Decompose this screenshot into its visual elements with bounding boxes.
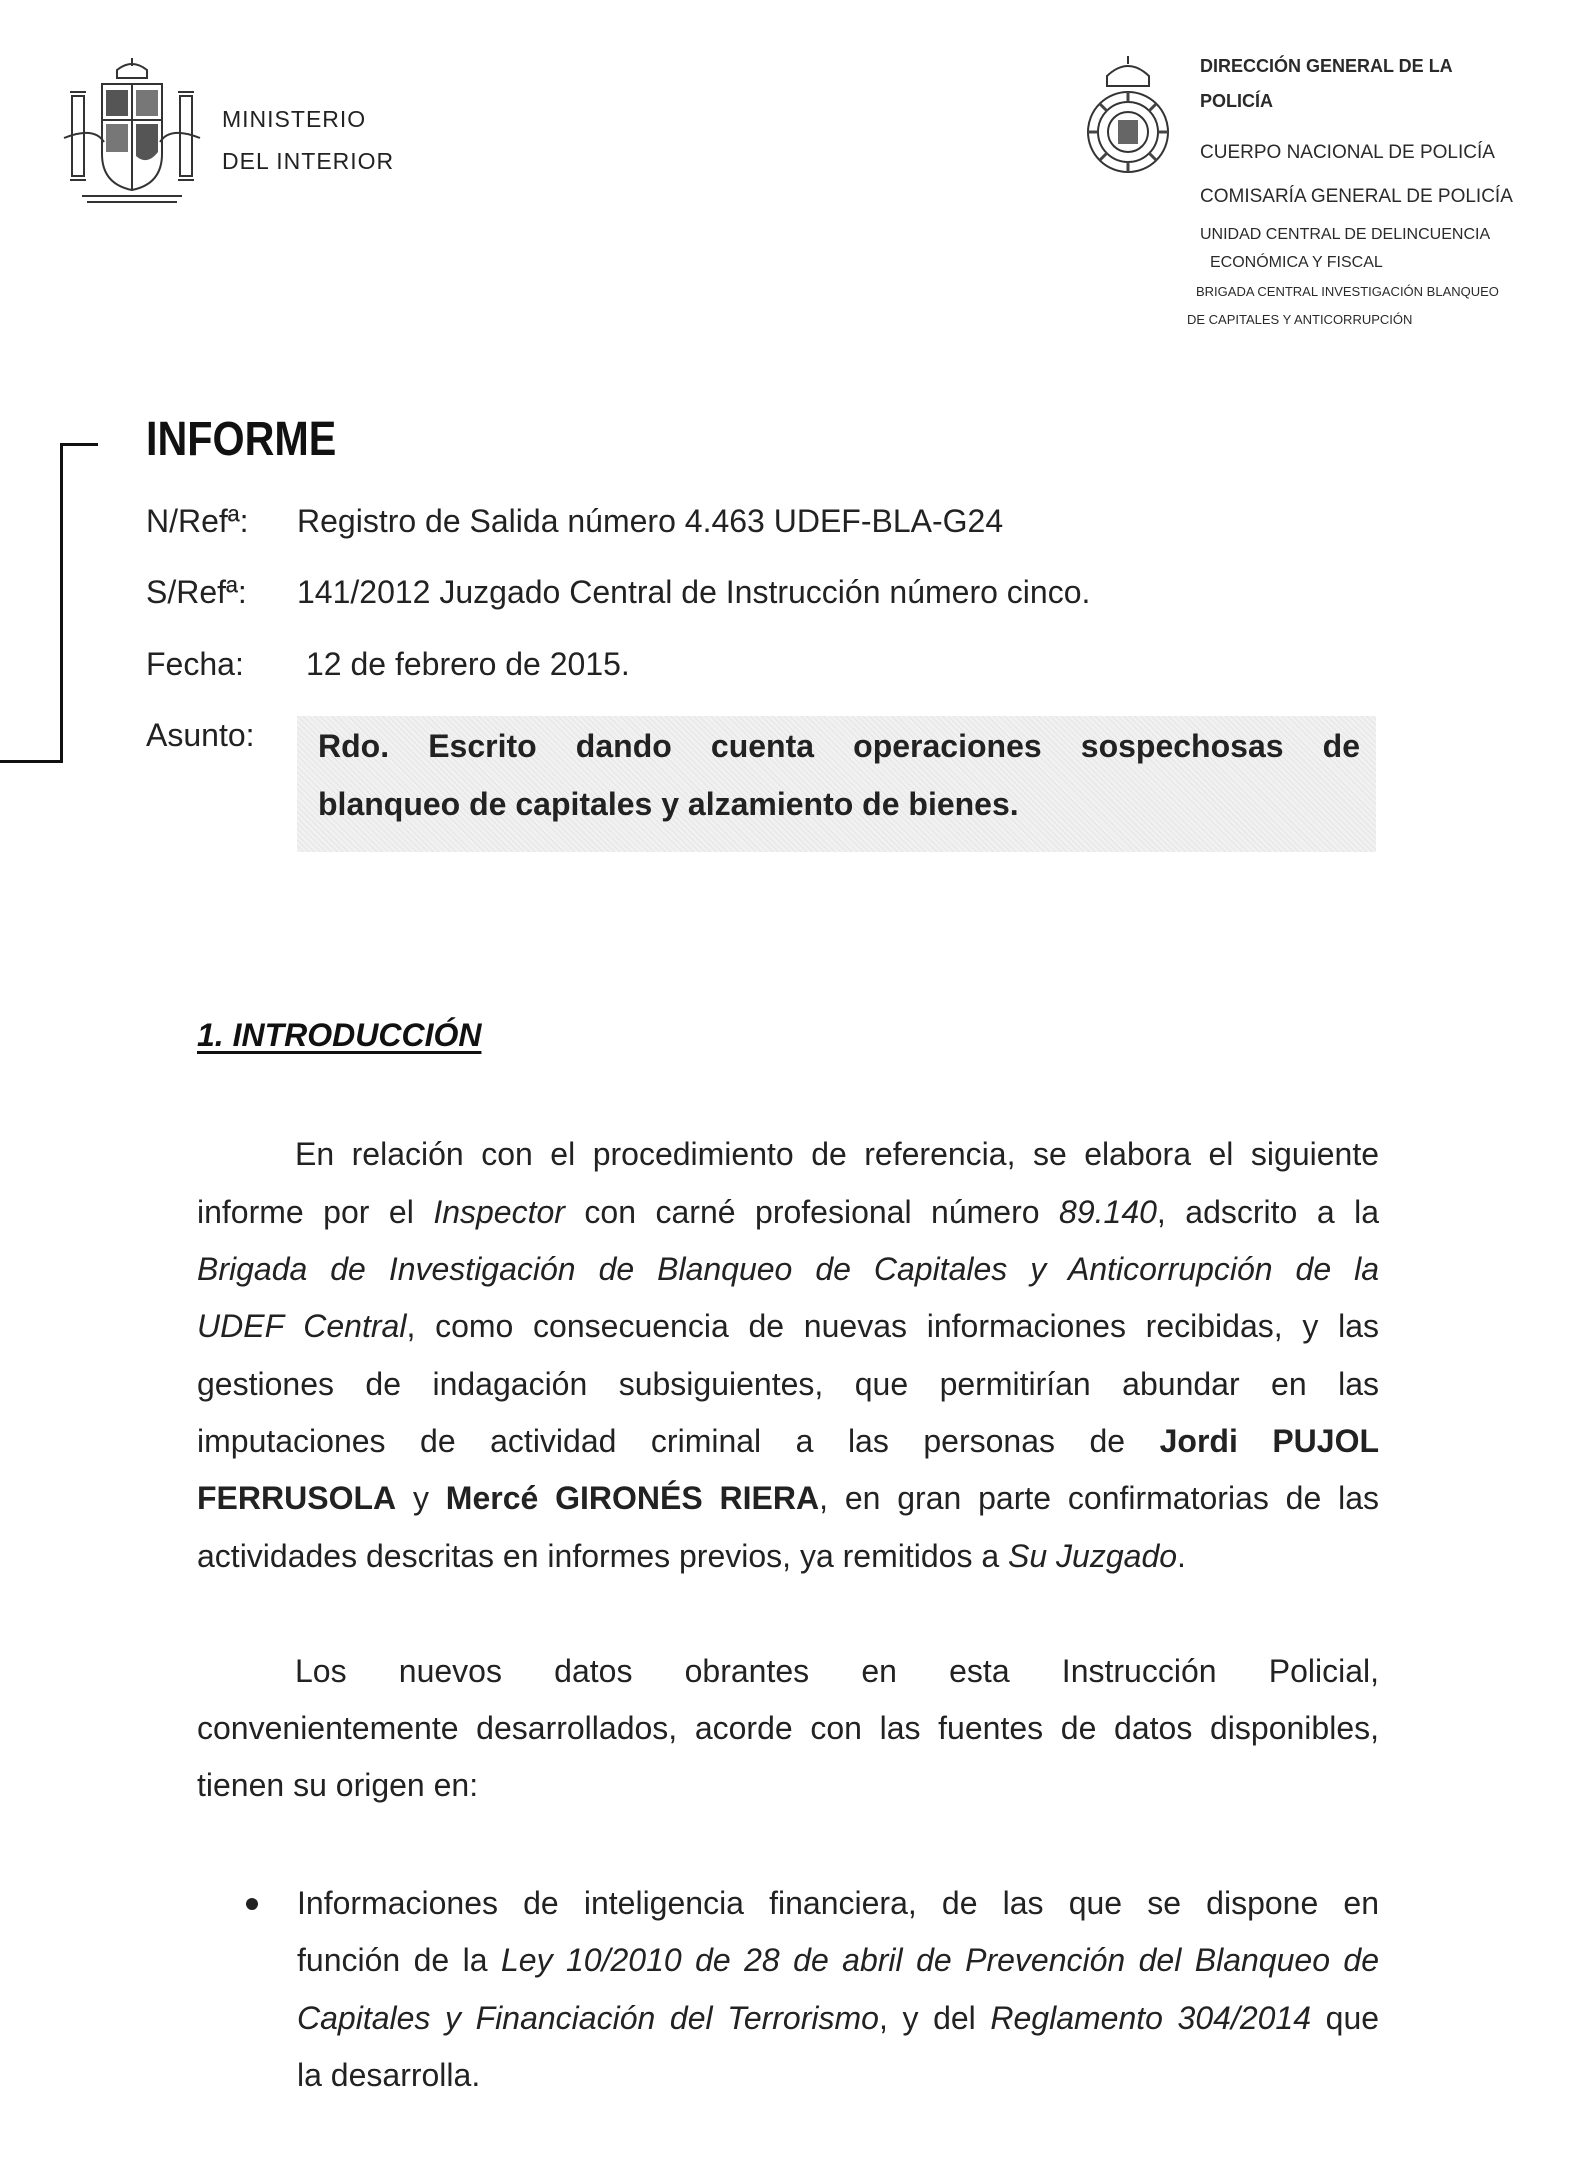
- nref-label: N/Refª:: [146, 503, 249, 539]
- bullet-dot: [246, 1898, 258, 1910]
- sref-label: S/Refª:: [146, 574, 247, 610]
- paragraph1-line7: FERRUSOLA y Mercé GIRONÉS RIERA, en gran parte confirmatorias de las: [197, 1480, 1380, 1516]
- police-badge-icon: [1085, 56, 1171, 180]
- paragraph1-line8: actividades descritas en informes previos, ya remitidos a Su Juzgado.: [197, 1538, 1186, 1574]
- paragraph2-line1: Los nuevos datos obrantes en esta Instrucción Policial,: [295, 1653, 1379, 1689]
- police-header-line8: DE CAPITALES Y ANTICORRUPCIÓN: [1187, 312, 1413, 327]
- police-header-line1: DIRECCIÓN GENERAL DE LA: [1200, 56, 1453, 76]
- paragraph2-line3: tienen su origen en:: [197, 1767, 479, 1803]
- date-label: Fecha:: [146, 646, 244, 682]
- subject-line2: blanqueo de capitales y alzamiento de bienes.: [318, 786, 1019, 822]
- police-header-line3: CUERPO NACIONAL DE POLICÍA: [1200, 142, 1495, 163]
- margin-bracket-top: [60, 443, 98, 446]
- subject-label: Asunto:: [146, 717, 255, 753]
- paragraph2-line2: convenientemente desarrollados, acorde con las fuentes de datos disponibles,: [197, 1710, 1379, 1746]
- bullet1-line1: Informaciones de inteligencia financiera, de las que se dispone en: [297, 1885, 1379, 1921]
- nref-value: Registro de Salida número 4.463 UDEF-BLA-G24: [297, 503, 1004, 539]
- bullet1-line3: Capitales y Financiación del Terrorismo, y del Reglamento 304/2014 que: [297, 2000, 1380, 2036]
- police-header-line5: UNIDAD CENTRAL DE DELINCUENCIA: [1200, 226, 1491, 243]
- paragraph1-line3: Brigada de Investigación de Blanqueo de Capitales y Anticorrupción de la: [197, 1251, 1379, 1287]
- paragraph1-line2: informe por el Inspector con carné profesional número 89.140, adscrito a la: [197, 1194, 1380, 1230]
- subject-line1: Rdo. Escrito dando cuenta operaciones sospechosas de: [318, 728, 1360, 764]
- paragraph1-line5: gestiones de indagación subsiguientes, que permitirían abundar en las: [197, 1366, 1379, 1402]
- sref-value: 141/2012 Juzgado Central de Instrucción número cinco.: [297, 574, 1091, 610]
- police-header-line6: ECONÓMICA Y FISCAL: [1210, 254, 1383, 271]
- paragraph1-line1: En relación con el procedimiento de referencia, se elabora el siguiente: [295, 1136, 1379, 1172]
- margin-bracket-vertical: [60, 443, 63, 763]
- police-header-line2: POLICÍA: [1200, 91, 1274, 111]
- ministry-coat-of-arms-icon: [62, 56, 202, 206]
- date-value: 12 de febrero de 2015.: [306, 646, 630, 682]
- police-header-line7: BRIGADA CENTRAL INVESTIGACIÓN BLANQUEO: [1196, 284, 1499, 299]
- paragraph1-line4: UDEF Central, como consecuencia de nuevas informaciones recibidas, y las: [197, 1308, 1380, 1344]
- ministry-name-line1: MINISTERIO: [222, 106, 367, 132]
- margin-bracket-bottom: [0, 760, 63, 763]
- paragraph1-line6: imputaciones de actividad criminal a las personas de Jordi PUJOL: [197, 1423, 1380, 1459]
- police-header-line4: COMISARÍA GENERAL DE POLICÍA: [1200, 186, 1513, 207]
- bullet1-line4: la desarrolla.: [297, 2057, 481, 2093]
- bullet1-line2: función de la Ley 10/2010 de 28 de abril de Prevención del Blanqueo de: [297, 1942, 1380, 1978]
- report-title: INFORME: [146, 413, 337, 466]
- section-heading: 1. INTRODUCCIÓN: [197, 1017, 482, 1053]
- ministry-name-line2: DEL INTERIOR: [222, 148, 395, 174]
